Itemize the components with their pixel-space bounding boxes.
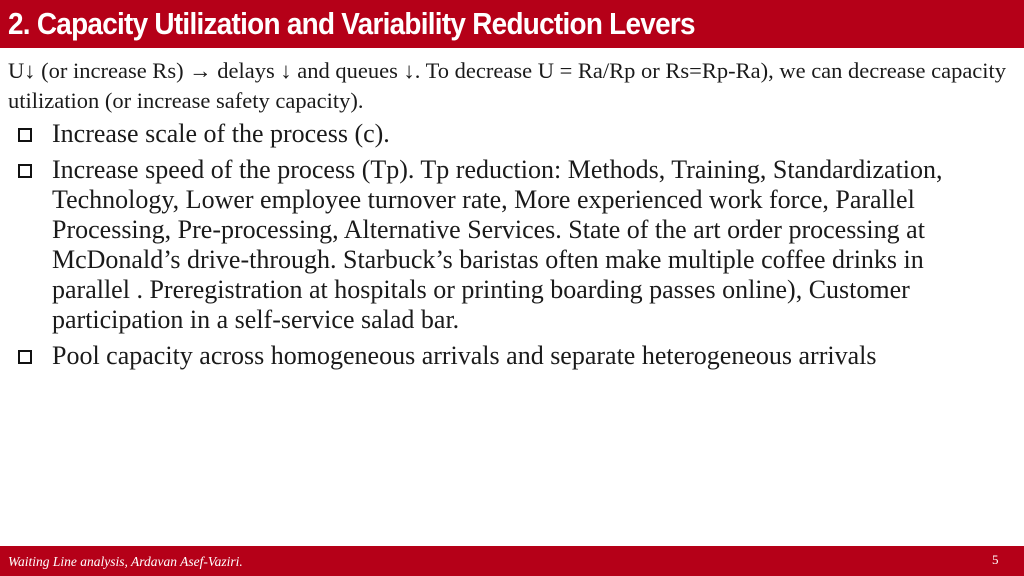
bullet-text: Pool capacity across homogeneous arrivals and separate heterogeneous arrivals [52,341,877,370]
intro-paragraph: U↓ (or increase Rs) → delays ↓ and queues ↓. To decrease U = Ra/Rp or Rs=Rp-Ra), we can decrease capacity utilization (or increase safety capacity). [8,58,1007,113]
square-bullet-icon [18,164,32,178]
bullet-item-pool [18,341,988,371]
bullet-item-scale [18,119,988,149]
bullet-text: Increase scale of the process (c). [52,119,390,148]
square-bullet-icon [18,128,32,142]
slide-title: 2. Capacity Utilization and Variability Reduction Levers [8,6,695,41]
footer-credit: Waiting Line analysis, Ardavan Asef-Vaziri. [8,554,243,569]
bullet-list [18,119,988,377]
page-number: 5 [992,552,999,567]
footer-bar [0,546,1024,576]
bullet-item-speed [18,155,988,335]
square-bullet-icon [18,350,32,364]
bullet-text: Increase speed of the process (Tp). Tp reduction: Methods, Training, Standardization, Technology, Lower employee turnover rate, More experienced work force, Parallel Processing, Pre-processing, Alternative Services. State of the art order processing at McDonald’s drive-through. Starbuck’s baristas often make multiple coffee drinks in parallel . Preregistration at hospitals or printing boarding passes online), Customer participation in a self-service salad bar. [52,155,943,334]
title-bar [0,0,1024,48]
